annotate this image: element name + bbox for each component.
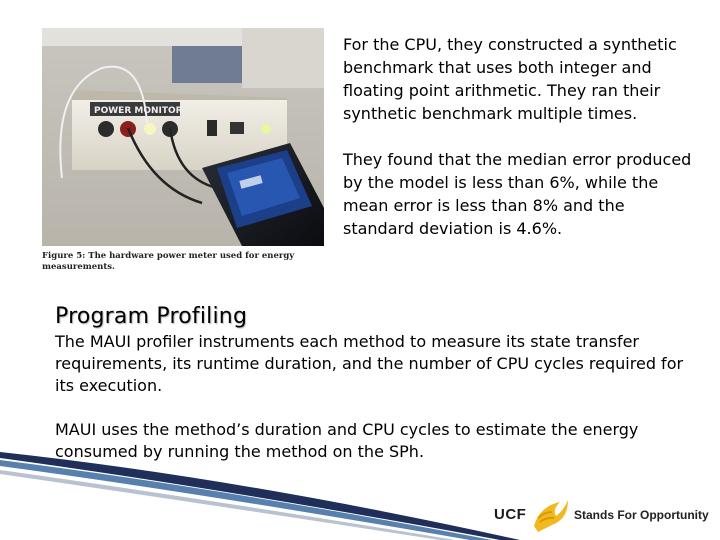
right-column-text: [343, 33, 698, 240]
cpu-benchmark-paragraph: For the CPU, they constructed a synthetic benchmark that uses both integer and floating point arithmetic. They ran their synthetic benchmark multiple times.: [343, 35, 677, 123]
section-heading: Program Profiling: [55, 304, 248, 329]
logo-tagline: Stands For Opportunity: [574, 508, 709, 522]
energy-estimate-paragraph: MAUI uses the method’s duration and CPU cycles to estimate the energy consumed by running the method on the SPh.: [55, 420, 639, 461]
profiler-paragraph: The MAUI profiler instruments each method to measure its state transfer requirements, its runtime duration, and the number of CPU cycles required for its execution.: [55, 332, 684, 395]
device-label: POWER MONITOR: [94, 106, 183, 116]
figure-caption: Figure 5: The hardware power meter used for energy measurements.: [42, 251, 295, 272]
logo-wordmark: UCF: [494, 506, 527, 523]
power-monitor-photo: [42, 28, 324, 246]
section-body: [55, 331, 695, 463]
error-results-paragraph: They found that the median error produced by the model is less than 6%, while the mean error is less than 8% and the standard deviation is 4.6%.: [343, 150, 692, 238]
ucf-logo: [494, 496, 710, 534]
pegasus-logo-icon: [530, 496, 570, 534]
